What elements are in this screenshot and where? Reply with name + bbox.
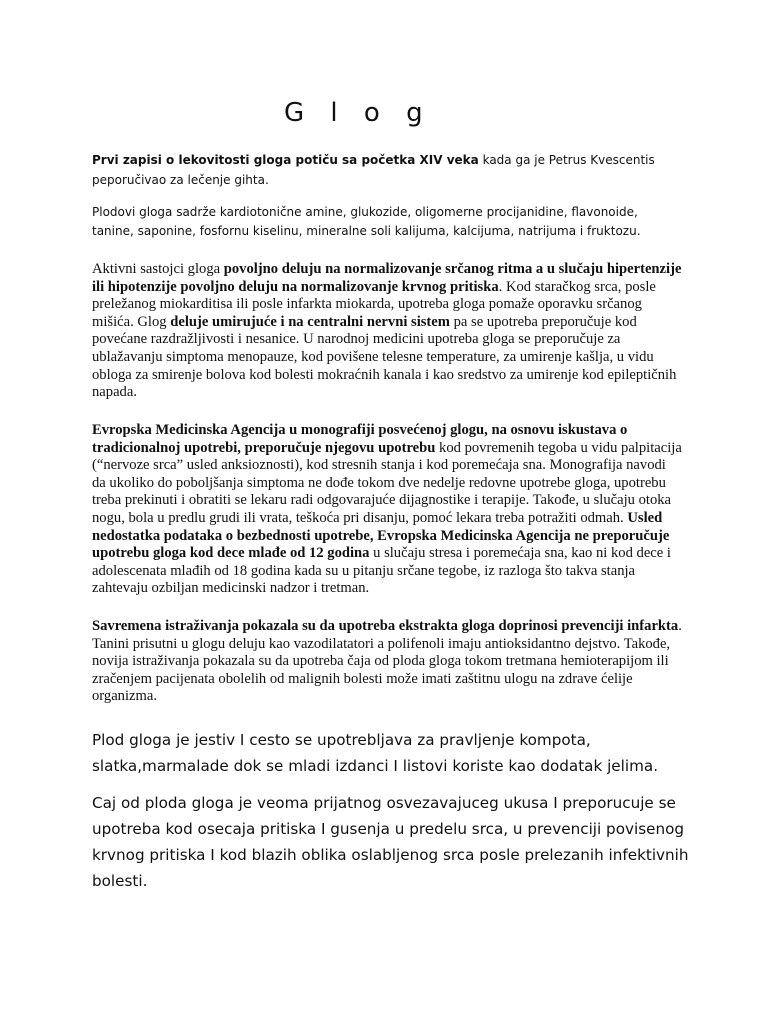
p4-bold-1: Evropska Medicinska Agencija u monografiji posvećenoj glogu, na osnovu iskustava o tradicionalnoj upotrebi, preporučuje njegovu upotrebu — [92, 422, 628, 456]
paragraph-composition: Plodovi gloga sadrže kardiotonične amine, glukozide, oligomerne procijanidine, flavonoide, tanine, saponine, fosfornu kiselinu, mineralne soli kalijuma, kalcijuma, natrijuma i fruktozu. — [92, 205, 641, 238]
p4-text-2: u slučaju stresa i poremećaja sna, kao ni kod dece i adolescenata mlađih od 18 godina kada su u pitanju srčane tegobe, iz razloga što takva stanja zahtevaju ozbiljan medicinski nadzor i tretman. — [92, 545, 671, 597]
paragraph-active-ingredients — [92, 261, 682, 402]
p4-bold-2: Usled nedostatka podataka o bezbednosti upotrebe, Evropska Medicinska Agencija ne preporučuje upotrebu gloga kod dece mlađe od 12 godina — [92, 509, 670, 562]
paragraph-edible-fruit: Plod gloga je jestiv I cesto se upotrebljava za pravljenje kompota, slatka,marmalade dok se mladi izdanci I listovi koriste kao dodatak jelima. — [92, 731, 659, 775]
paragraph-ema-monograph — [92, 422, 682, 598]
paragraph-tea: Caj od ploda gloga je veoma prijatnog osvezavajuceg ukusa I preporucuje se upotreba kod osecaja pritiska I gusenja u predelu srca, u prevenciji povisenog krvnog pritiska I kod blazih oblika oslabljenog srca posle prelezanih infektivnih bolesti. — [92, 794, 689, 890]
p5-text-1: . Tanini prisutni u glogu deluju kao vazodilatatori a polifenoli imaju antioksidantno dejstvo. Takođe, novija istraživanja pokazala su da upotreba čaja od ploda gloga tokom tretmana hemioterapijom ili zračenjem pacijenata obolelih od malignih bolesti može imati zaštitnu ulogu na zdrave ćelije organizma. — [92, 618, 682, 705]
p3-bold-1: povoljno deluju na normalizovanje srčanog ritma a u slučaju hipertenzije ili hipotenzije povoljno deluju na normalizovanje krvnog pritiska — [92, 261, 682, 295]
p3-text-3: pa se upotreba preporučuje kod povećane razdražljivosti i nesanice. U narodnoj medicini upotreba gloga se preporučuje za ublažavanju simptoma menopauze, kod povišene telesne temperature, za umirenje kašlja, u vidu obloga za smirenje bolova kod bolesti mokraćnih kanala i kao sredstvo za umirenje kod epileptičnih napada. — [92, 313, 677, 401]
paragraph-research — [92, 618, 682, 706]
p5-bold-1: Savremena istraživanja pokazala su da upotreba ekstrakta gloga doprinosi prevenciji infarkta — [92, 618, 679, 634]
paragraph-history-bold: Prvi zapisi o lekovitosti gloga potiču sa početka XIV veka — [92, 153, 479, 167]
p3-bold-2: deluje umirujuće i na centralni nervni sistem — [170, 313, 450, 330]
document-title: G l o g — [284, 98, 432, 128]
paragraph-history-text: kada ga je Petrus Kvescentis peporučivao za lečenje gihta. — [92, 153, 655, 187]
paragraph-history — [92, 150, 682, 190]
p4-text-1: kod povremenih tegoba u vidu palpitacija (“nervoze srca” usled anksioznosti), kod stresnih stanja i kod poremećaja sna. Monografija navodi da ukoliko do poboljšanja simptoma ne dođe tokom dve nedelje redovne upotrebe gloga, upotrebu treba prekinuti i obratiti se lekaru radi odgovarajuće dijagnostike i terapije. Takođe, u slučaju otoka nogu, bola u predlu grudi ili vrata, teškoća pri disanju, pomoć lekara treba potražiti odmah. — [92, 439, 682, 526]
p3-text-2: . Kod staračkog srca, posle preležanog miokarditisa ili posle infarkta miokarda, upotreba gloga pomaže oporavku srčanog mišića. Glog — [92, 278, 656, 330]
p3-text-1: Aktivni sastojci gloga — [92, 261, 224, 277]
